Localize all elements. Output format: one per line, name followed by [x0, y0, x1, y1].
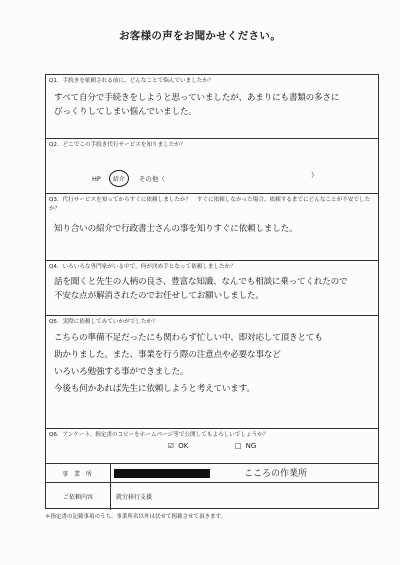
- answer-line: びっくりしてしまい悩んでいました。: [54, 107, 197, 117]
- ok-label: OK: [178, 442, 189, 450]
- q4-section: [46, 261, 378, 316]
- answer-line: すべて自分で手続きをしようと思っていましたが、あまりにも書類の多さに: [54, 93, 340, 103]
- q5-section: [46, 316, 378, 429]
- survey-form: [45, 74, 379, 509]
- answer-line: 今後も何かあれば先生に依頼しようと考えています。: [54, 384, 255, 394]
- q3-question: Q3．代行サービスを知ってからすぐに依頼しましたか？ すぐに依頼しなかった場合、依頼するまでにどんなことが不安でしたか？: [49, 197, 371, 212]
- office-row: [46, 464, 378, 483]
- q4-answer: [54, 275, 372, 303]
- q2-question: Q2．どこでこの手続き代行サービスを知りましたか？: [49, 142, 186, 148]
- q4-question: Q4．いろいろな専門家がいる中で、何が決め手となって依頼しましたか？: [49, 264, 236, 270]
- footnote: ＊指定書の記載事項のうち、事業所名以外は伏せて掲載させて頂きます。: [45, 514, 227, 520]
- q1-section: [46, 75, 378, 139]
- option-other: その他（: [138, 175, 165, 183]
- request-label: ご依頼内容: [46, 483, 111, 510]
- ng-label: NG: [245, 442, 257, 450]
- answer-line: いろいろ勉強する事ができました。: [54, 367, 189, 377]
- option-hp: HP: [92, 174, 101, 183]
- answer-line: 助かりました。また、事業を行う際の注意点や必要な事など: [54, 350, 281, 360]
- other-close-paren: ）: [311, 171, 318, 179]
- answer-line: 不安な点が解消されたのでお任せしてお願いしました。: [54, 291, 264, 301]
- q1-question: Q1．手続きを依頼される前に、どんなことで悩んでいましたか？: [49, 78, 214, 84]
- option-referral-selected: 紹介: [109, 170, 129, 187]
- answer-line: 知り合いの紹介で行政書士さんの事を知りすぐに依頼しました。: [54, 224, 298, 234]
- office-name-handwritten: こころの作業所: [244, 469, 308, 479]
- page-title: お客様の声をお聞かせください。: [119, 30, 281, 42]
- q2-section: [46, 139, 378, 194]
- ng-checkbox: □: [234, 442, 242, 450]
- q5-answer: [54, 330, 372, 398]
- q5-question: Q5．実際に依頼してみていかがでしたか？: [49, 319, 158, 325]
- q1-answer: [54, 91, 372, 119]
- answer-line: こちらの準備不足だったにも関わらず忙しい中、即対応して頂きとても: [54, 333, 323, 343]
- ok-checkbox-checked: ☑: [167, 442, 174, 450]
- q3-section: [46, 194, 378, 261]
- request-row: [46, 483, 378, 510]
- redacted-block: [114, 469, 210, 478]
- q2-options: [92, 170, 173, 187]
- q6-choices: [46, 442, 378, 450]
- q3-answer: [54, 222, 372, 236]
- q6-section: [46, 429, 378, 464]
- request-value: 就労移行支援: [116, 494, 153, 501]
- answer-line: 話を聞くと先生の人柄の良さ、豊富な知識、なんでも相談に乗ってくれたので: [54, 277, 348, 287]
- office-label: 事 業 所: [46, 464, 111, 482]
- q6-question: Q6．アンケート、指定書のコピーをホームページ等で公開してもよろしいでしょうか？: [49, 432, 269, 438]
